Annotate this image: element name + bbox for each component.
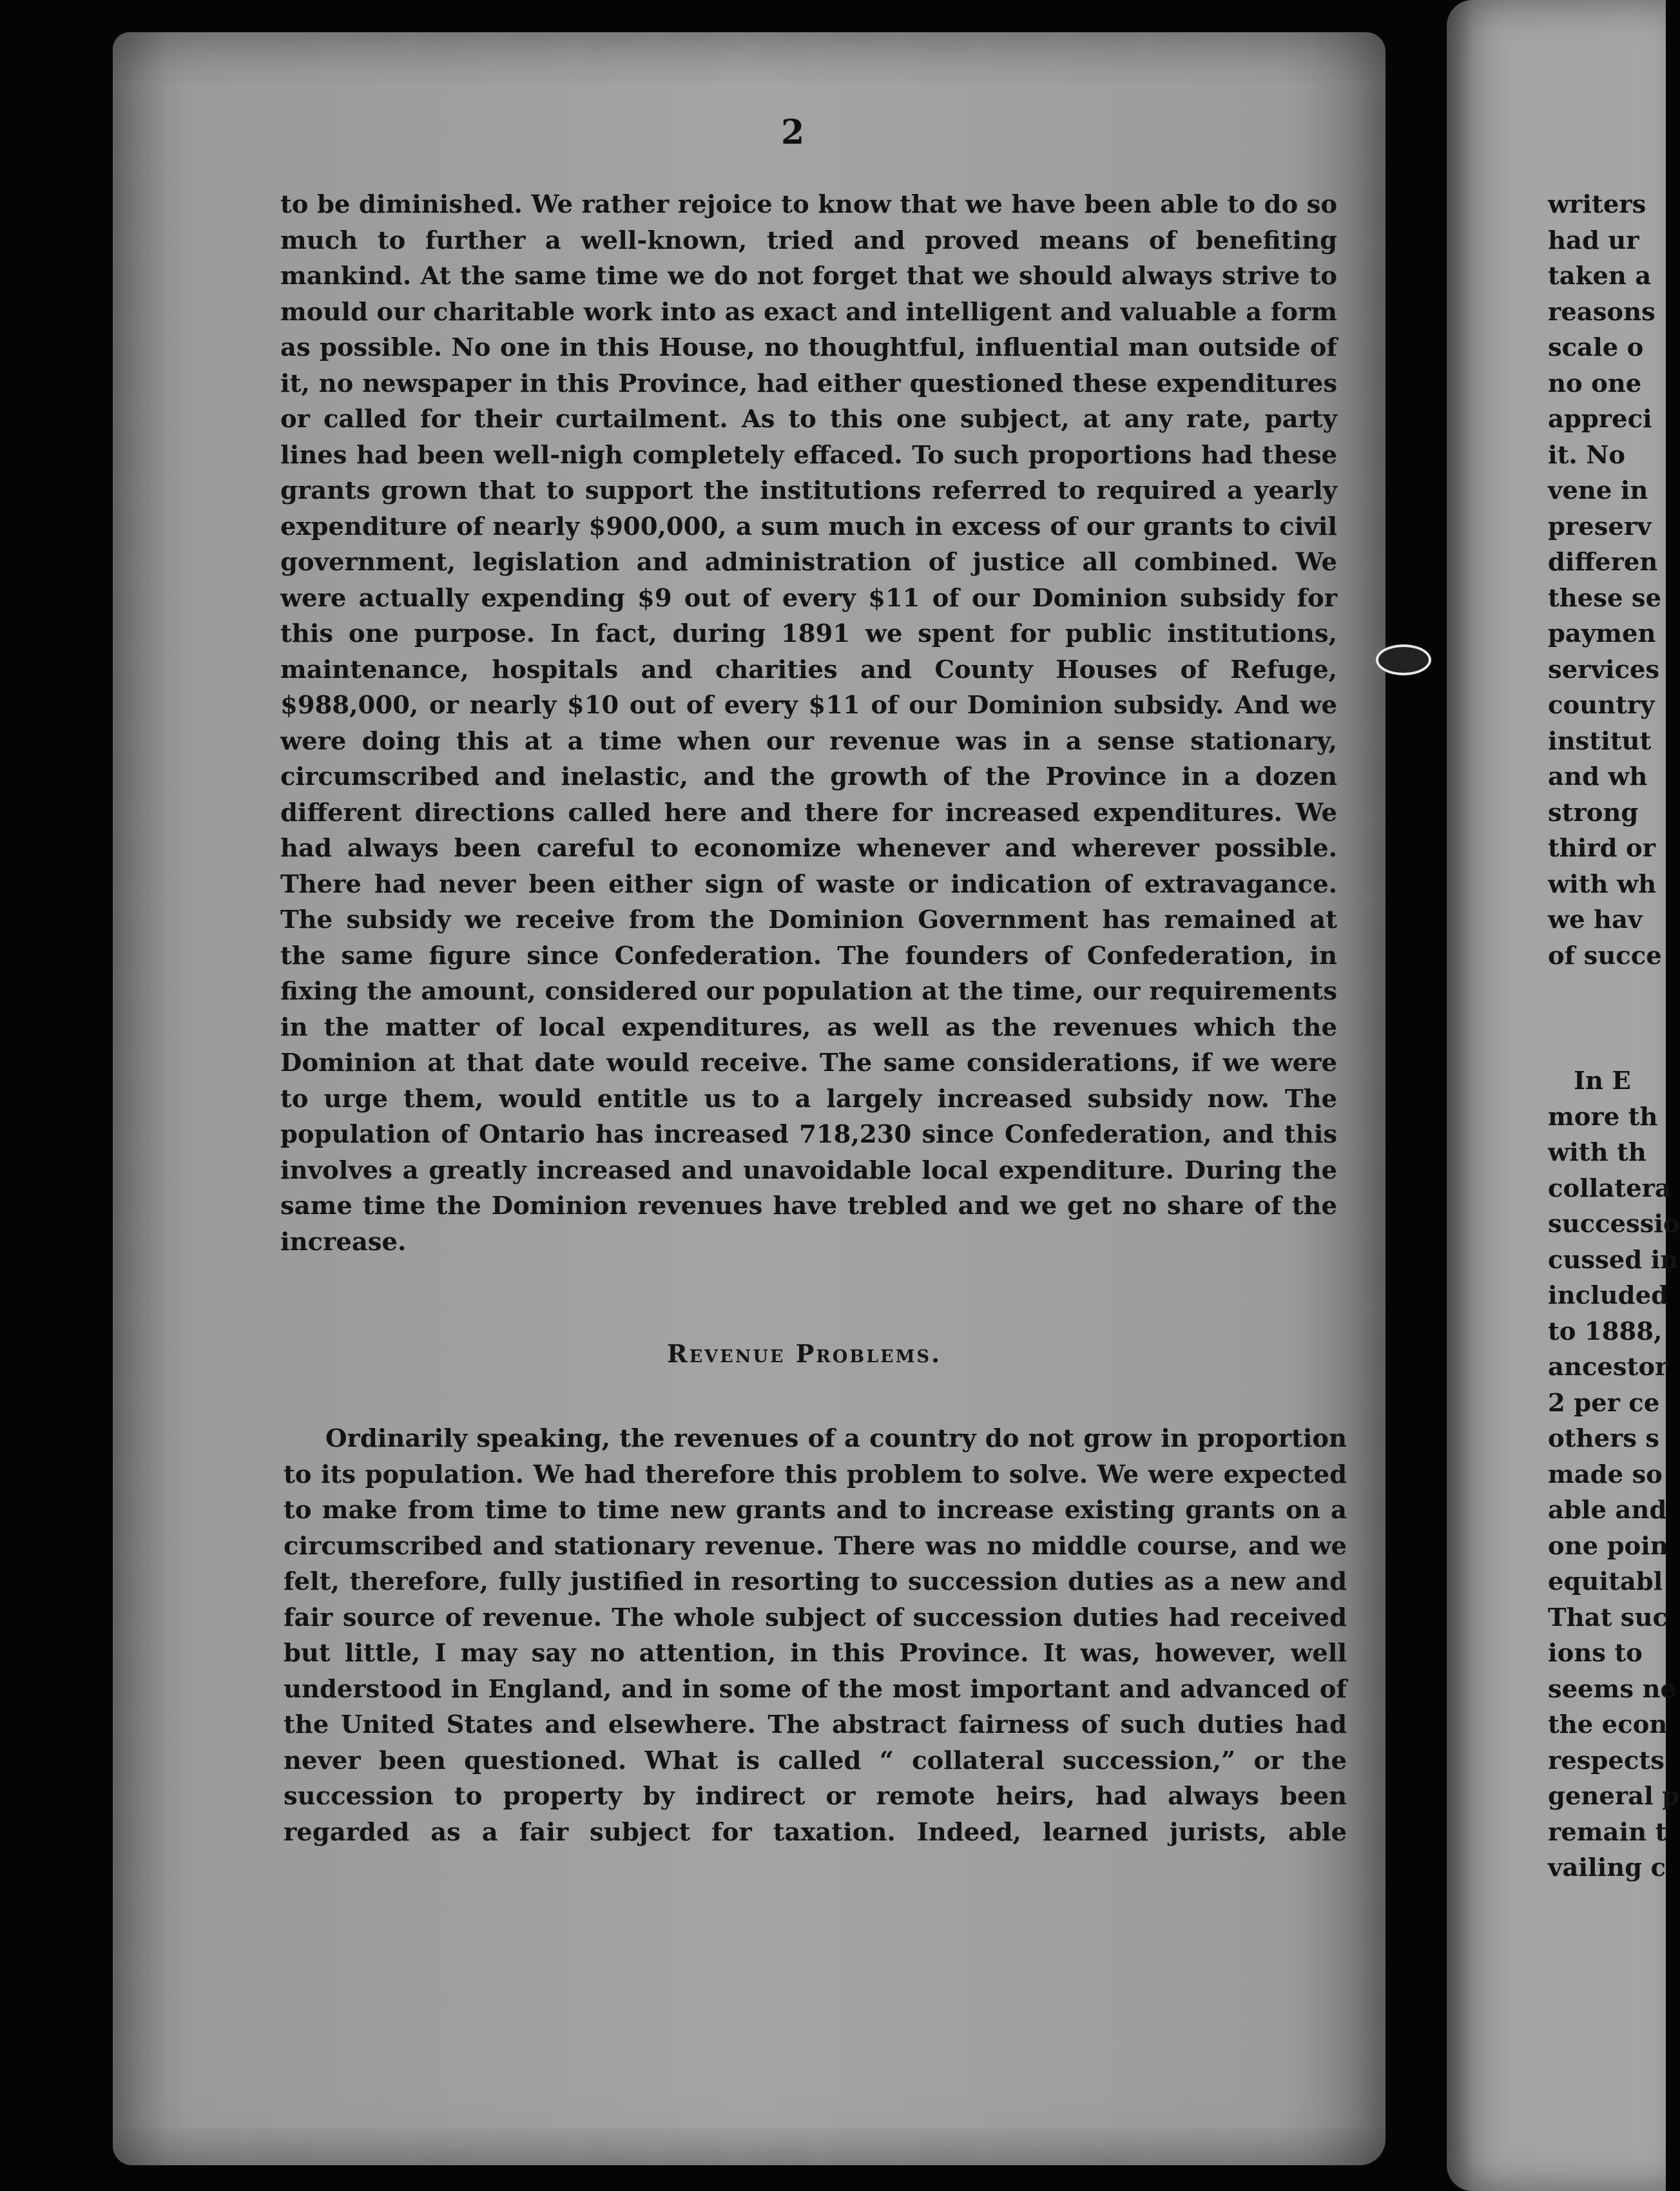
facing-page-line: appreci: [1548, 405, 1652, 434]
facing-page-line: with wh: [1548, 869, 1657, 899]
facing-page-line: preserv: [1548, 512, 1652, 541]
facing-page-line: others s: [1548, 1424, 1659, 1453]
facing-page-line: included: [1548, 1281, 1669, 1310]
facing-page-line: the econ: [1548, 1710, 1668, 1739]
facing-page-line: made so: [1548, 1460, 1663, 1489]
facing-page-line: services: [1548, 655, 1660, 684]
facing-page-line: scale o: [1548, 333, 1644, 362]
facing-page-line: paymen: [1548, 619, 1656, 648]
facing-page-line: equitabl: [1548, 1567, 1663, 1596]
facing-page-upper-column: [1548, 187, 1677, 974]
facing-page-line: writers: [1548, 190, 1646, 219]
facing-page-line: it. No: [1548, 440, 1626, 470]
facing-page-line: more th: [1548, 1102, 1658, 1132]
facing-page-line: strong: [1548, 798, 1639, 827]
facing-page-line: vailing c: [1548, 1853, 1666, 1882]
facing-page-line: respects: [1548, 1746, 1665, 1775]
facing-page-line: reasons: [1548, 297, 1656, 327]
facing-page-line: country: [1548, 691, 1655, 720]
facing-page-line: able and: [1548, 1496, 1667, 1525]
facing-page-line: institut: [1548, 726, 1652, 756]
section-heading: Revenue Problems.: [667, 1339, 942, 1368]
facing-page-line: collatera: [1548, 1173, 1671, 1203]
paragraph-1: to be diminished. We rather rejoice to know that we have been able to do so much to further a well-known, tried and proved means of benefiting mankind. At the same time we do not forget that we should always strive to mould our charitable work into as exact and intelligent and valuable a form as possible. No one in this House, no thoughtful, influential man outside of it, no newspaper in this Province, had either questioned these expenditures or called for their curtailment. As to this one subject, at any rate, party lines had been well-nigh completely effaced. To such proportions had these grants grown that to support the institutions referred to required a yearly expenditure of nearly $900,000, a sum much in excess of our grants to civil government, legislation and administration of justice all combined. We were actually expending $9 out of every $11 of our Dominion subsidy for this one purpose. In fact, during 1891 we spent for public institutions, maintenance, hospitals and charities and County Houses of Refuge, $988,000, or nearly $10 out of every $11 of our Dominion subsidy. And we were doing this at a time when our revenue was in a sense stationary, circumscribed and inelastic, and the growth of the Province in a dozen different directions called here and there for increased expenditures. We had always been careful to economize whenever and wherever possible. There had never been either sign of waste or indication of extravagance. The subsidy we receive from the Dominion Government has remained at the same figure since Confederation. The founders of Confederation, in fixing the amount, considered our population at the time, our requirements in the matter of local expenditures, as well as the revenues which the Dominion at that date would receive. The same considerations, if we were to urge them, would entitle us to a largely increased subsidy now. The population of Ontario has increased 718,230 since Confederation, and this involves a greatly increased and unavoidable local expenditure. During the same time the Dominion revenues have trebled and we get no share of the increase.: [280, 190, 1337, 1257]
facing-page-line: ancestor: [1548, 1353, 1668, 1382]
facing-page-line: seems ne: [1548, 1674, 1676, 1704]
facing-page-line: we hav: [1548, 905, 1643, 934]
facing-page-line: and wh: [1548, 762, 1648, 791]
facing-page-line: no one: [1548, 369, 1642, 398]
facing-page-line: That suc: [1548, 1603, 1668, 1632]
facing-page-line: taken a: [1548, 262, 1652, 291]
page-number: 2: [781, 113, 805, 152]
facing-page-line: In E: [1574, 1067, 1631, 1096]
facing-page-line: one poin: [1548, 1531, 1668, 1561]
facing-page-line: 2 per ce: [1548, 1388, 1660, 1418]
facing-page-line: remain t: [1548, 1817, 1667, 1847]
facing-page-line: successio: [1548, 1210, 1680, 1239]
paragraph-2: Ordinarily speaking, the revenues of a country do not grow in proportion to its population. We had therefore this problem to solve. We were expected to make from time to time new grants and to increase existing grants on a circumscribed and stationary revenue. There was no middle course, and we felt, therefore, fully justified in resorting to succession duties as a new and fair source of revenue. The whole subject of succession duties had received but little, I may say no attention, in this Province. It was, however, well understood in England, and in some of the most important and advanced of the United States and elsewhere. The abstract fairness of such duties had never been questioned. What is called “ collateral succession,” or the succession to property by indirect or remote heirs, had always been regarded as a fair subject for taxation. Indeed, learned jurists, able: [284, 1424, 1347, 1847]
facing-page-line: third or: [1548, 834, 1656, 863]
facing-page-line: vene in: [1548, 476, 1648, 505]
facing-page-lower-column: [1548, 1063, 1680, 1886]
facing-page-line: differen: [1548, 548, 1658, 577]
facing-page-line: general p: [1548, 1782, 1680, 1811]
facing-page-line: cussed in: [1548, 1245, 1679, 1275]
facing-page-line: these se: [1548, 583, 1662, 613]
facing-page-line: ions to: [1548, 1639, 1643, 1668]
facing-page-line: of succe: [1548, 941, 1662, 970]
facing-page-line: had ur: [1548, 226, 1639, 255]
facing-page-line: with th: [1548, 1138, 1646, 1167]
facing-page-line: to 1888,: [1548, 1317, 1663, 1346]
ink-blot: [1376, 644, 1431, 675]
